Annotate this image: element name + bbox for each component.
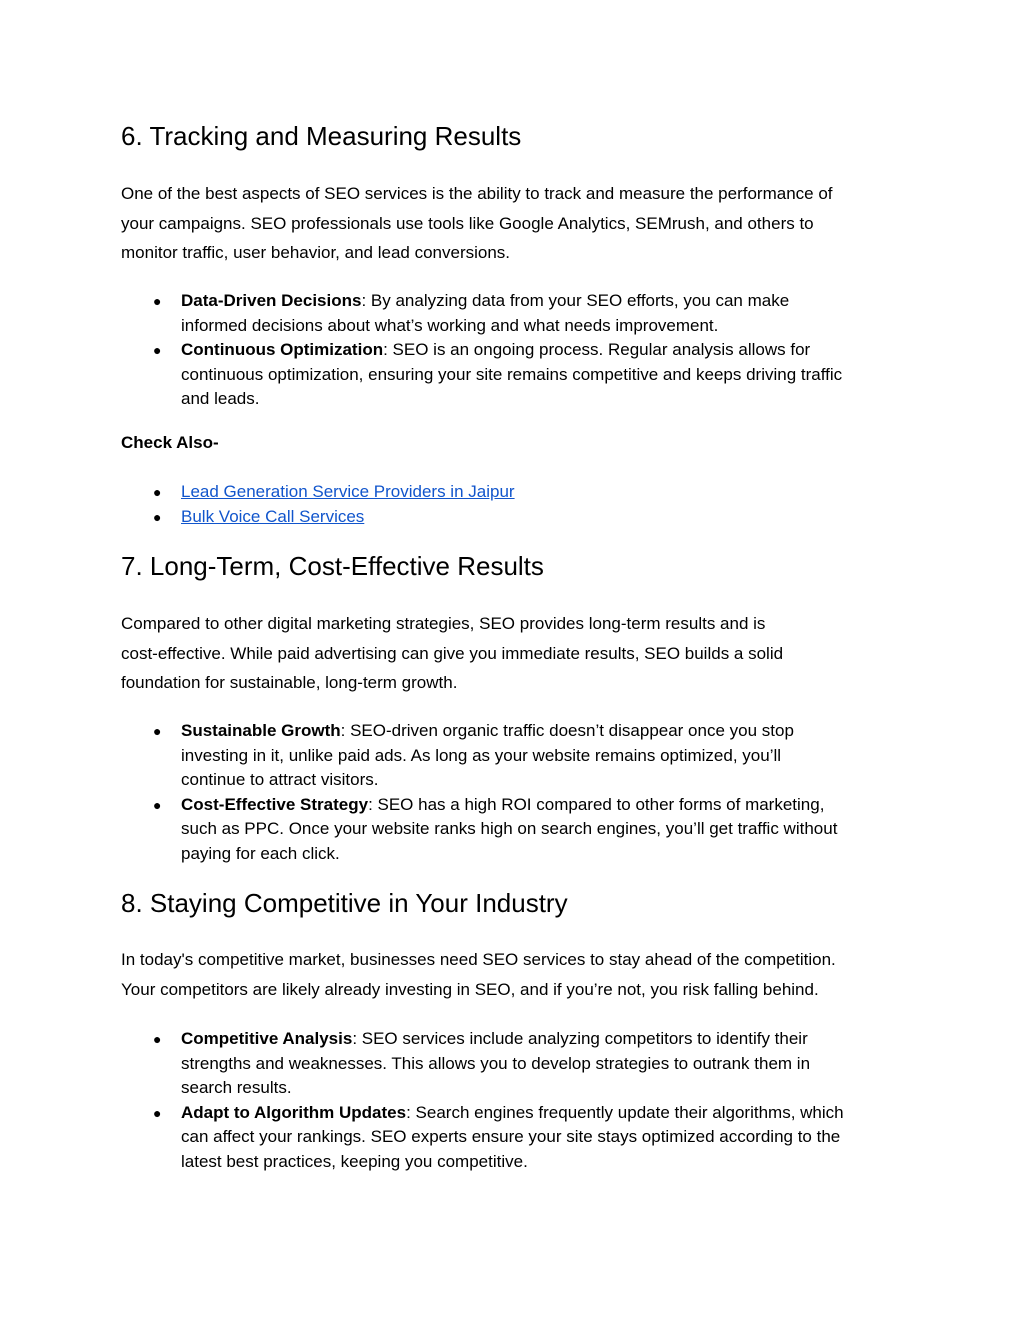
list-item-text: : SEO services include analyzing competitors to identify their bbox=[352, 1029, 808, 1048]
list-item-text: informed decisions about what’s working and what needs improvement. bbox=[181, 315, 719, 335]
list-item-term: Adapt to Algorithm Updates bbox=[181, 1102, 407, 1122]
list-item-text: : SEO has a high ROI compared to other forms of marketing, bbox=[368, 794, 825, 814]
list-item bbox=[121, 289, 911, 338]
bullet-icon: ● bbox=[153, 342, 162, 358]
bullet-icon: ● bbox=[153, 293, 162, 309]
section-heading-7: 7. Long-Term, Cost-Effective Results bbox=[121, 551, 544, 581]
section-heading-6: 6. Tracking and Measuring Results bbox=[121, 121, 522, 151]
bullet-list-6 bbox=[121, 289, 911, 412]
check-also-links bbox=[121, 480, 911, 529]
paragraph-line: cost-effective. While paid advertising can give you immediate results, SEO builds a solid bbox=[121, 643, 784, 663]
list-item-term: Sustainable Growth bbox=[181, 721, 341, 740]
list-item-text: : By analyzing data from your SEO efforts, you can make bbox=[361, 291, 790, 310]
bullet-icon: ● bbox=[153, 1031, 162, 1047]
list-item-text: strengths and weaknesses. This allows you to develop strategies to outrank them in bbox=[181, 1053, 811, 1073]
list-item-text: : Search engines frequently update their algorithms, which bbox=[406, 1102, 844, 1122]
bullet-icon: ● bbox=[153, 484, 162, 500]
list-item bbox=[121, 719, 911, 793]
list-item bbox=[121, 505, 911, 530]
paragraph-line: monitor traffic, user behavior, and lead conversions. bbox=[121, 243, 511, 262]
list-item-term: Competitive Analysis bbox=[181, 1029, 353, 1048]
check-also-label: Check Also- bbox=[121, 433, 219, 452]
list-item-term: Data-Driven Decisions bbox=[181, 291, 362, 310]
list-item bbox=[121, 1027, 911, 1101]
bullet-list-7 bbox=[121, 719, 911, 866]
list-item-text: continue to attract visitors. bbox=[181, 770, 379, 789]
list-item bbox=[121, 1101, 911, 1175]
bullet-list-8 bbox=[121, 1027, 911, 1174]
list-item-text: and leads. bbox=[181, 389, 260, 408]
bullet-icon: ● bbox=[153, 1104, 162, 1121]
list-item-text: paying for each click. bbox=[181, 843, 340, 863]
bullet-icon: ● bbox=[153, 796, 162, 813]
paragraph-line: Your competitors are likely already investing in SEO, and if you’re not, you risk falling behind. bbox=[121, 979, 819, 999]
list-item-term: Continuous Optimization bbox=[181, 340, 384, 359]
paragraph-line: Compared to other digital marketing strategies, SEO provides long-term results and is bbox=[121, 614, 766, 633]
bullet-icon: ● bbox=[153, 508, 162, 525]
link-lead-generation[interactable]: Lead Generation Service Providers in Jaipur bbox=[181, 482, 515, 501]
paragraph-line: your campaigns. SEO professionals use tools like Google Analytics, SEMrush, and others to bbox=[121, 213, 814, 233]
section-paragraph-8 bbox=[121, 945, 911, 1004]
list-item-text: investing in it, unlike paid ads. As long as your website remains optimized, you’ll bbox=[181, 745, 782, 765]
section-paragraph-7 bbox=[121, 609, 911, 698]
section-paragraph-6 bbox=[121, 179, 911, 268]
list-item-text: : SEO is an ongoing process. Regular analysis allows for bbox=[383, 340, 811, 359]
list-item bbox=[121, 480, 911, 505]
list-item-term: Cost-Effective Strategy bbox=[181, 794, 369, 814]
bullet-icon: ● bbox=[153, 723, 162, 739]
list-item-text: can affect your rankings. SEO experts ensure your site stays optimized according to the bbox=[181, 1127, 841, 1146]
paragraph-line: In today's competitive market, businesses need SEO services to stay ahead of the competition. bbox=[121, 950, 836, 969]
list-item-text: latest best practices, keeping you competitive. bbox=[181, 1151, 528, 1171]
list-item-text: such as PPC. Once your website ranks high on search engines, you’ll get traffic without bbox=[181, 819, 838, 838]
paragraph-line: foundation for sustainable, long-term growth. bbox=[121, 673, 458, 692]
section-heading-8: 8. Staying Competitive in Your Industry bbox=[121, 888, 568, 918]
list-item bbox=[121, 338, 911, 412]
link-bulk-voice-call[interactable]: Bulk Voice Call Services bbox=[181, 506, 365, 526]
list-item bbox=[121, 793, 911, 867]
list-item-text: search results. bbox=[181, 1078, 292, 1097]
list-item-text: continuous optimization, ensuring your site remains competitive and keeps driving traffic bbox=[181, 364, 843, 384]
paragraph-line: One of the best aspects of SEO services is the ability to track and measure the performance of bbox=[121, 184, 833, 203]
list-item-text: : SEO-driven organic traffic doesn’t disappear once you stop bbox=[340, 721, 794, 740]
